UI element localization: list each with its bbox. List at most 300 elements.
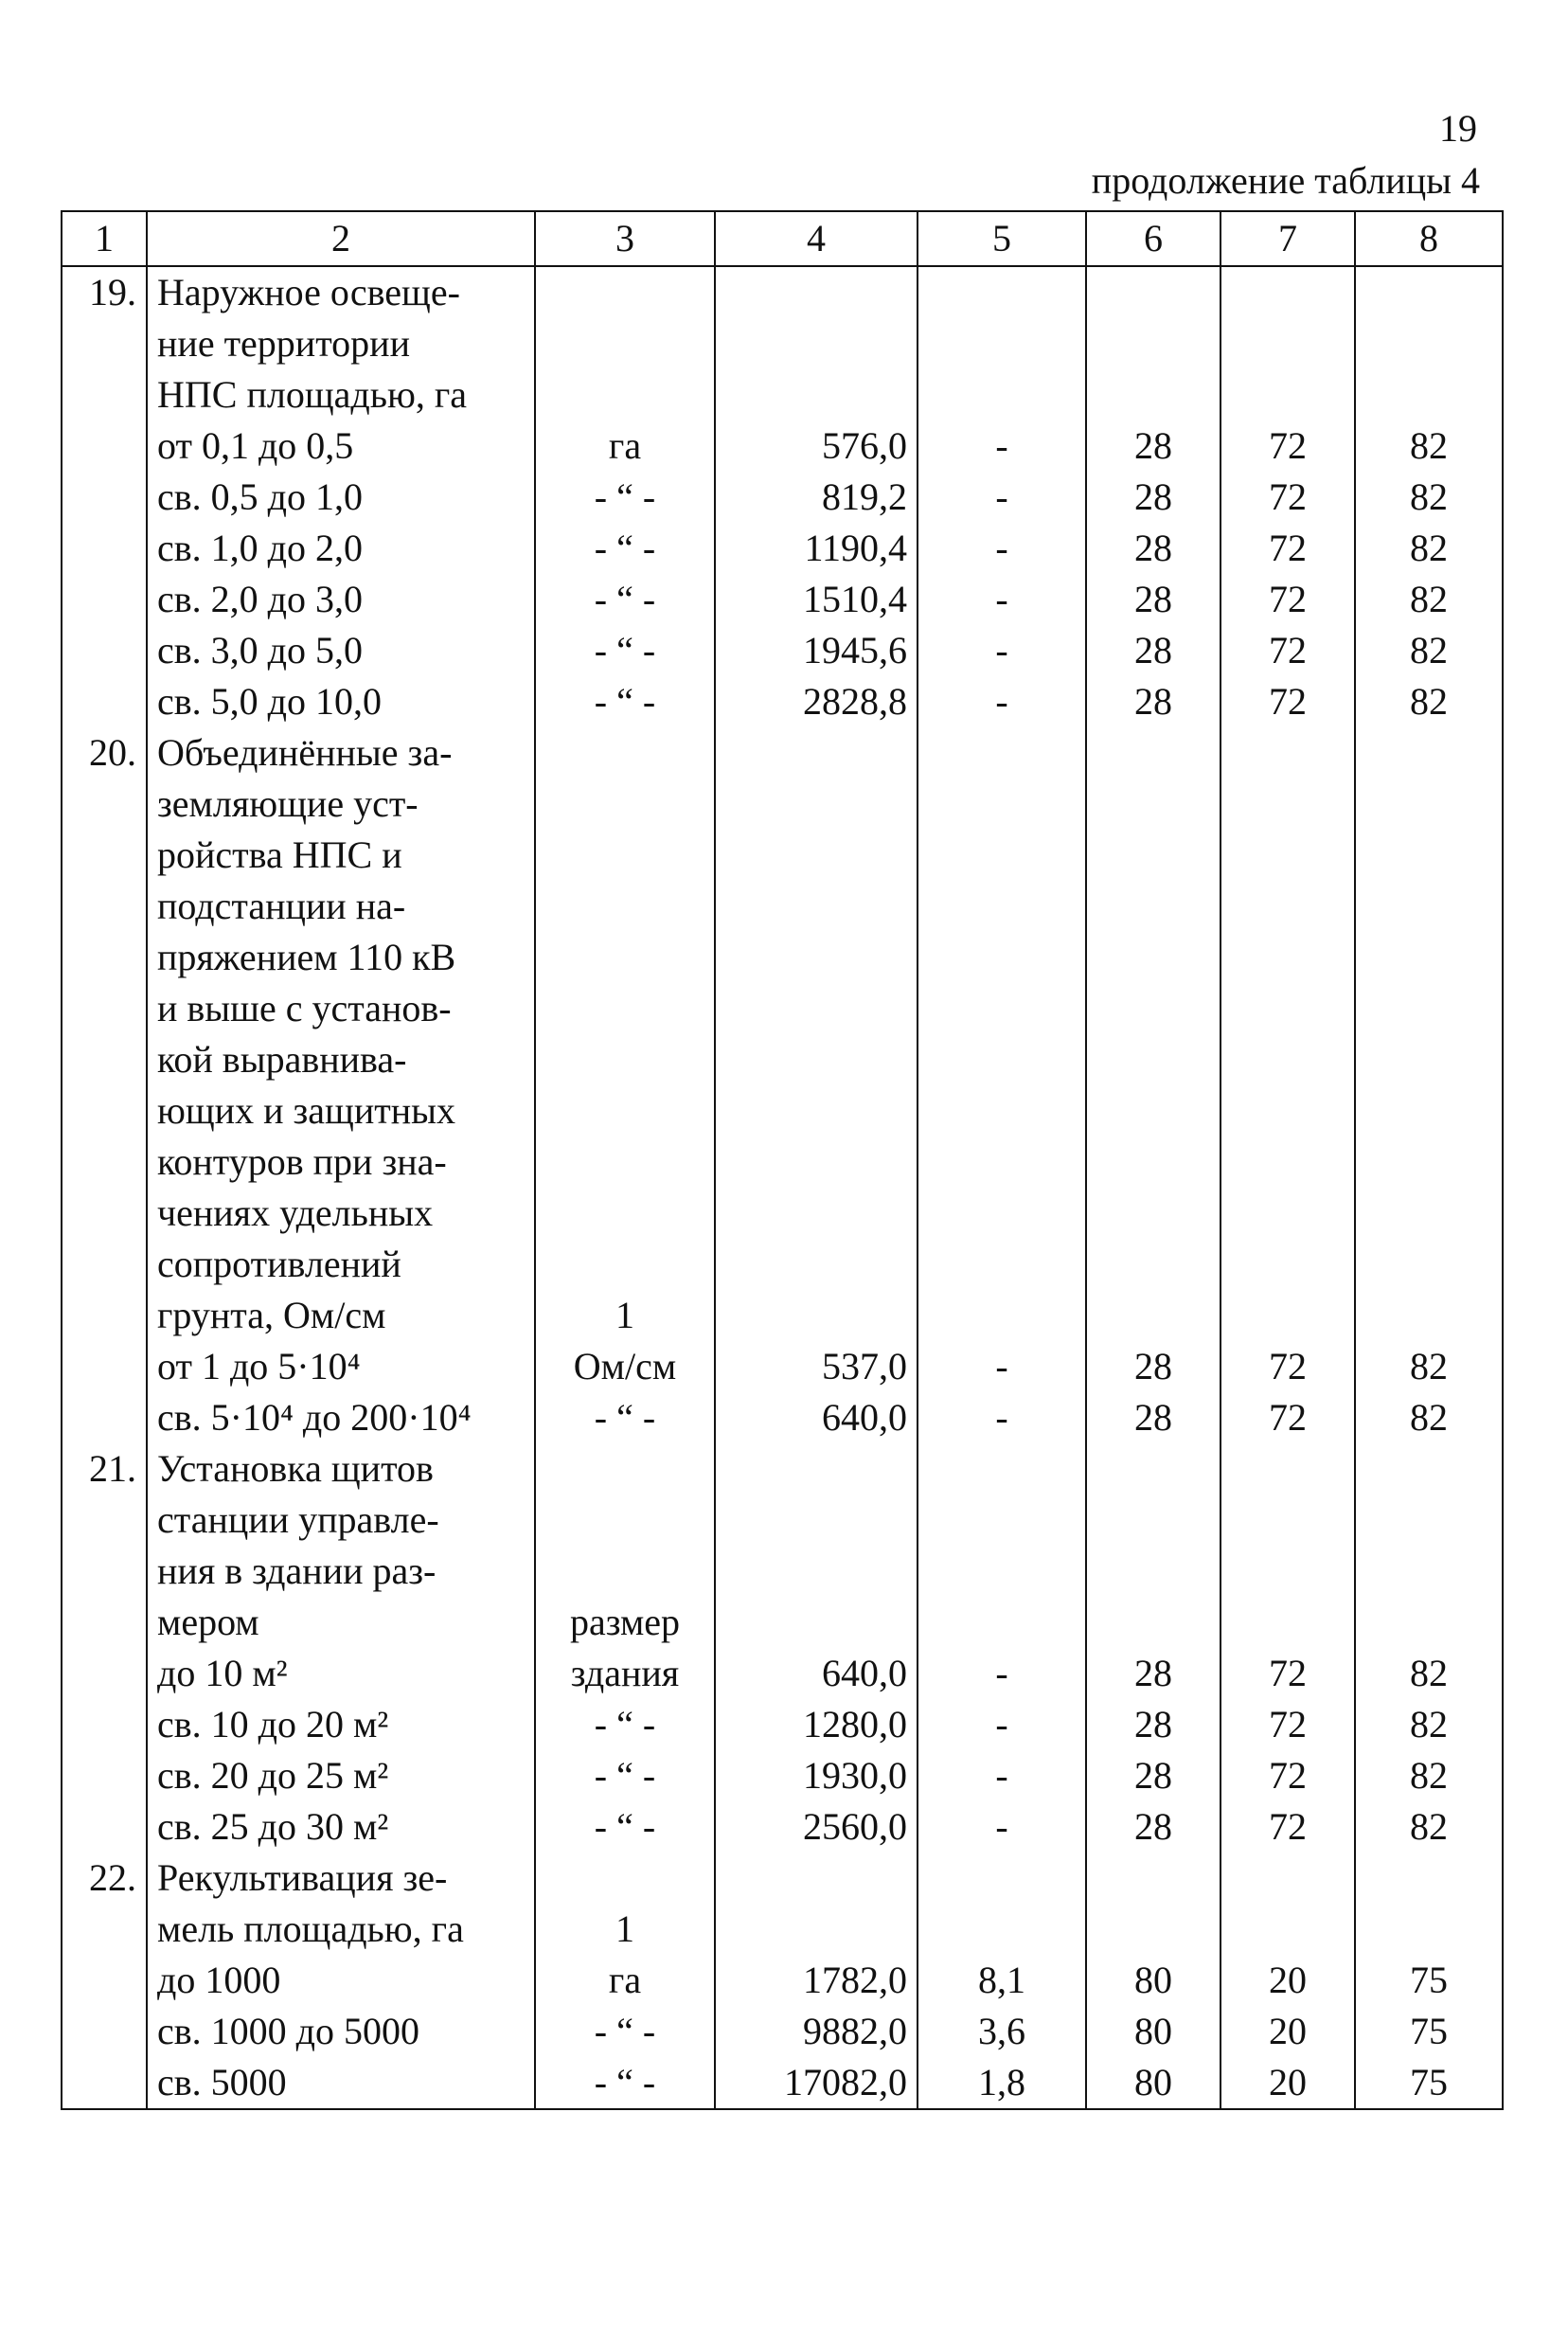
item-number-cell [62,1495,147,1546]
col6-cell: 28 [1086,574,1221,625]
col8-cell: 82 [1355,421,1503,472]
item-number-cell [62,1392,147,1443]
col8-cell [1355,369,1503,421]
table-row [62,1904,1503,1955]
col5-cell: 1,8 [918,2057,1086,2109]
col6-cell: 80 [1086,2006,1221,2057]
col7-cell: 20 [1221,2057,1355,2109]
unit-cell [535,266,715,318]
table-header [62,211,1503,266]
col5-cell: - [918,625,1086,676]
table-row [62,1648,1503,1699]
unit-cell [535,1034,715,1085]
table-row [62,1239,1503,1290]
description-cell: НПС площадью, га [147,369,535,421]
col5-cell [918,1546,1086,1597]
col8-cell: 82 [1355,574,1503,625]
price-cell [715,1188,918,1239]
table-row [62,1699,1503,1750]
item-number-cell [62,625,147,676]
table-row [62,1801,1503,1853]
description-cell: ройства НПС и [147,830,535,881]
col7-cell: 72 [1221,523,1355,574]
col7-cell [1221,881,1355,932]
table-row [62,625,1503,676]
description-cell: св. 3,0 до 5,0 [147,625,535,676]
col7-cell: 72 [1221,1392,1355,1443]
col8-cell [1355,1137,1503,1188]
col5-cell: - [918,1341,1086,1392]
col8-cell: 82 [1355,1801,1503,1853]
col5-cell [918,881,1086,932]
col8-cell [1355,266,1503,318]
item-number-cell [62,1955,147,2006]
col5-cell [918,1853,1086,1904]
description-cell: сопротивлений [147,1239,535,1290]
col5-cell [918,1904,1086,1955]
item-number-cell [62,1904,147,1955]
col7-cell [1221,1034,1355,1085]
col7-cell: 72 [1221,421,1355,472]
item-number-cell [62,1085,147,1137]
price-cell: 2560,0 [715,1801,918,1853]
price-cell [715,1239,918,1290]
item-number-cell [62,1341,147,1392]
col5-cell: - [918,676,1086,727]
col5-cell [918,369,1086,421]
col8-cell: 82 [1355,676,1503,727]
unit-cell: - “ - [535,1750,715,1801]
price-cell [715,779,918,830]
price-cell [715,1904,918,1955]
col7-cell [1221,727,1355,779]
unit-cell: га [535,1955,715,2006]
price-table [61,210,1504,2110]
col6-cell [1086,1546,1221,1597]
unit-cell [535,983,715,1034]
table-body [62,266,1503,2109]
col5-cell: 8,1 [918,1955,1086,2006]
table-row [62,1392,1503,1443]
col7-cell [1221,983,1355,1034]
col5-cell [918,932,1086,983]
col6-cell: 80 [1086,2057,1221,2109]
col7-cell: 72 [1221,1648,1355,1699]
col6-cell: 28 [1086,1699,1221,1750]
price-cell [715,881,918,932]
col5-cell [918,830,1086,881]
item-number-cell [62,2057,147,2109]
unit-cell: - “ - [535,2057,715,2109]
description-cell: земляющие уст- [147,779,535,830]
item-number-cell [62,1801,147,1853]
item-number-cell [62,1750,147,1801]
col5-cell: - [918,472,1086,523]
description-cell: кой выравнива- [147,1034,535,1085]
description-cell: от 0,1 до 0,5 [147,421,535,472]
col8-cell [1355,1597,1503,1648]
col8-cell: 75 [1355,2006,1503,2057]
price-cell [715,1546,918,1597]
table-row [62,318,1503,369]
price-cell: 640,0 [715,1392,918,1443]
col6-cell [1086,1853,1221,1904]
table-row [62,779,1503,830]
col6-cell [1086,266,1221,318]
table-row [62,1341,1503,1392]
unit-cell: 1 [535,1290,715,1341]
table-row [62,1853,1503,1904]
col6-cell [1086,318,1221,369]
table-row [62,1955,1503,2006]
table-row [62,676,1503,727]
unit-cell: - “ - [535,1392,715,1443]
col5-cell: - [918,1648,1086,1699]
price-cell [715,1597,918,1648]
description-cell: мером [147,1597,535,1648]
price-cell [715,932,918,983]
col5-cell [918,1443,1086,1495]
table-row [62,932,1503,983]
item-number-cell [62,1290,147,1341]
unit-cell: размер [535,1597,715,1648]
item-number-cell [62,932,147,983]
table-row [62,1290,1503,1341]
col5-cell [918,1188,1086,1239]
col6-cell [1086,369,1221,421]
item-number-cell [62,1546,147,1597]
col6-cell [1086,1085,1221,1137]
column-header: 3 [535,211,715,266]
price-cell: 1930,0 [715,1750,918,1801]
col5-cell: - [918,1392,1086,1443]
col8-cell [1355,1239,1503,1290]
description-cell: св. 5,0 до 10,0 [147,676,535,727]
unit-cell [535,1443,715,1495]
col5-cell [918,983,1086,1034]
price-cell: 1190,4 [715,523,918,574]
table-continuation-caption: продолжение таблицы 4 [1091,159,1480,202]
unit-cell [535,1495,715,1546]
col7-cell: 72 [1221,1750,1355,1801]
col8-cell [1355,318,1503,369]
col8-cell [1355,1904,1503,1955]
price-cell: 9882,0 [715,2006,918,2057]
table-row [62,1495,1503,1546]
col6-cell [1086,1034,1221,1085]
description-cell: св. 2,0 до 3,0 [147,574,535,625]
col7-cell: 72 [1221,676,1355,727]
unit-cell [535,318,715,369]
table-row [62,1750,1503,1801]
table-row [62,421,1503,472]
table-row [62,266,1503,318]
col7-cell [1221,779,1355,830]
col8-cell: 82 [1355,1392,1503,1443]
item-number-cell [62,1597,147,1648]
item-number-cell [62,1239,147,1290]
unit-cell: 1 [535,1904,715,1955]
col6-cell [1086,727,1221,779]
column-number-row [62,211,1503,266]
col8-cell [1355,779,1503,830]
col8-cell: 82 [1355,1648,1503,1699]
price-cell: 576,0 [715,421,918,472]
description-cell: св. 0,5 до 1,0 [147,472,535,523]
column-header: 6 [1086,211,1221,266]
col7-cell [1221,1290,1355,1341]
unit-cell [535,779,715,830]
unit-cell: Ом/см [535,1341,715,1392]
table-row [62,574,1503,625]
table-row [62,369,1503,421]
unit-cell [535,1546,715,1597]
description-cell: св. 5·10⁴ до 200·10⁴ [147,1392,535,1443]
item-number-cell [62,1137,147,1188]
col7-cell: 72 [1221,1341,1355,1392]
col8-cell [1355,1085,1503,1137]
column-header: 8 [1355,211,1503,266]
col5-cell: 3,6 [918,2006,1086,2057]
item-number-cell [62,983,147,1034]
col5-cell [918,1137,1086,1188]
col6-cell: 28 [1086,1648,1221,1699]
col8-cell [1355,1188,1503,1239]
price-cell [715,266,918,318]
table-row [62,2057,1503,2109]
table-row [62,1597,1503,1648]
col5-cell [918,266,1086,318]
item-number-cell: 22. [62,1853,147,1904]
col5-cell: - [918,574,1086,625]
col7-cell [1221,932,1355,983]
col7-cell [1221,1188,1355,1239]
col8-cell [1355,1034,1503,1085]
col6-cell [1086,1290,1221,1341]
description-cell: контуров при зна- [147,1137,535,1188]
description-cell: Наружное освеще- [147,266,535,318]
unit-cell [535,830,715,881]
col6-cell: 28 [1086,1801,1221,1853]
page-number: 19 [1439,107,1477,150]
unit-cell: - “ - [535,574,715,625]
table-row [62,1137,1503,1188]
unit-cell [535,1085,715,1137]
col7-cell [1221,1495,1355,1546]
col6-cell [1086,1443,1221,1495]
col8-cell: 82 [1355,472,1503,523]
price-cell [715,1443,918,1495]
col8-cell [1355,1290,1503,1341]
item-number-cell [62,676,147,727]
col8-cell [1355,881,1503,932]
description-cell: до 1000 [147,1955,535,2006]
col8-cell [1355,1546,1503,1597]
table-row [62,983,1503,1034]
description-cell: св. 5000 [147,2057,535,2109]
price-cell [715,1034,918,1085]
col5-cell [918,727,1086,779]
item-number-cell [62,421,147,472]
price-cell: 17082,0 [715,2057,918,2109]
item-number-cell [62,369,147,421]
item-number-cell [62,523,147,574]
column-header: 1 [62,211,147,266]
col7-cell: 20 [1221,2006,1355,2057]
table-row [62,1443,1503,1495]
price-cell: 819,2 [715,472,918,523]
unit-cell: га [535,421,715,472]
description-cell: мель площадью, га [147,1904,535,1955]
price-cell [715,1085,918,1137]
description-cell: св. 1000 до 5000 [147,2006,535,2057]
item-number-cell [62,574,147,625]
unit-cell [535,727,715,779]
col8-cell [1355,1853,1503,1904]
description-cell: св. 25 до 30 м² [147,1801,535,1853]
price-cell: 537,0 [715,1341,918,1392]
unit-cell: - “ - [535,625,715,676]
col7-cell [1221,318,1355,369]
col7-cell: 20 [1221,1955,1355,2006]
price-cell: 640,0 [715,1648,918,1699]
col6-cell: 28 [1086,676,1221,727]
col7-cell [1221,369,1355,421]
col5-cell: - [918,523,1086,574]
unit-cell [535,1853,715,1904]
description-cell: ние территории [147,318,535,369]
description-cell: грунта, Ом/см [147,1290,535,1341]
col6-cell [1086,830,1221,881]
col7-cell: 72 [1221,1699,1355,1750]
col8-cell [1355,727,1503,779]
col6-cell: 28 [1086,421,1221,472]
col5-cell [918,1034,1086,1085]
col7-cell [1221,1443,1355,1495]
price-cell [715,318,918,369]
table-row [62,727,1503,779]
unit-cell: - “ - [535,523,715,574]
col6-cell [1086,1188,1221,1239]
col6-cell: 28 [1086,523,1221,574]
unit-cell: - “ - [535,676,715,727]
col6-cell [1086,932,1221,983]
column-header: 2 [147,211,535,266]
description-cell: Установка щитов [147,1443,535,1495]
col7-cell [1221,1137,1355,1188]
item-number-cell [62,881,147,932]
item-number-cell [62,1699,147,1750]
price-cell [715,983,918,1034]
unit-cell [535,1239,715,1290]
col7-cell [1221,1546,1355,1597]
col6-cell [1086,1597,1221,1648]
column-header: 4 [715,211,918,266]
item-number-cell [62,1648,147,1699]
description-cell: св. 10 до 20 м² [147,1699,535,1750]
unit-cell: здания [535,1648,715,1699]
price-cell: 2828,8 [715,676,918,727]
price-cell [715,369,918,421]
unit-cell: - “ - [535,472,715,523]
col8-cell: 82 [1355,625,1503,676]
price-cell [715,1290,918,1341]
col8-cell [1355,830,1503,881]
unit-cell [535,1137,715,1188]
col8-cell [1355,983,1503,1034]
table-row [62,2006,1503,2057]
item-number-cell: 19. [62,266,147,318]
table-row [62,830,1503,881]
col6-cell [1086,779,1221,830]
col5-cell: - [918,421,1086,472]
col7-cell: 72 [1221,625,1355,676]
description-cell: чениях удельных [147,1188,535,1239]
col8-cell: 82 [1355,1341,1503,1392]
price-cell [715,1137,918,1188]
description-cell: до 10 м² [147,1648,535,1699]
unit-cell [535,932,715,983]
item-number-cell [62,1188,147,1239]
col5-cell: - [918,1801,1086,1853]
unit-cell: - “ - [535,1801,715,1853]
item-number-cell [62,472,147,523]
col6-cell: 28 [1086,625,1221,676]
table-row [62,472,1503,523]
col7-cell [1221,1085,1355,1137]
col5-cell [918,1495,1086,1546]
col5-cell [918,1085,1086,1137]
col6-cell: 28 [1086,1392,1221,1443]
item-number-cell [62,1034,147,1085]
col6-cell [1086,881,1221,932]
col5-cell [918,318,1086,369]
col5-cell: - [918,1750,1086,1801]
price-cell [715,727,918,779]
col6-cell: 28 [1086,1341,1221,1392]
table-row [62,1085,1503,1137]
price-cell: 1280,0 [715,1699,918,1750]
description-cell: от 1 до 5·10⁴ [147,1341,535,1392]
description-cell: пряжением 110 кВ [147,932,535,983]
col7-cell [1221,1239,1355,1290]
price-cell: 1782,0 [715,1955,918,2006]
description-cell: и выше с установ- [147,983,535,1034]
col7-cell [1221,1597,1355,1648]
col6-cell [1086,1239,1221,1290]
col8-cell [1355,932,1503,983]
description-cell: св. 1,0 до 2,0 [147,523,535,574]
price-cell [715,1495,918,1546]
item-number-cell [62,830,147,881]
col5-cell: - [918,1699,1086,1750]
col7-cell [1221,266,1355,318]
price-cell [715,1853,918,1904]
col8-cell: 75 [1355,2057,1503,2109]
col6-cell: 28 [1086,1750,1221,1801]
col7-cell: 72 [1221,1801,1355,1853]
table-row [62,1034,1503,1085]
col8-cell [1355,1495,1503,1546]
description-cell: св. 20 до 25 м² [147,1750,535,1801]
unit-cell: - “ - [535,2006,715,2057]
unit-cell [535,1188,715,1239]
col5-cell [918,779,1086,830]
col6-cell [1086,983,1221,1034]
description-cell: ющих и защитных [147,1085,535,1137]
col6-cell [1086,1137,1221,1188]
col7-cell [1221,830,1355,881]
